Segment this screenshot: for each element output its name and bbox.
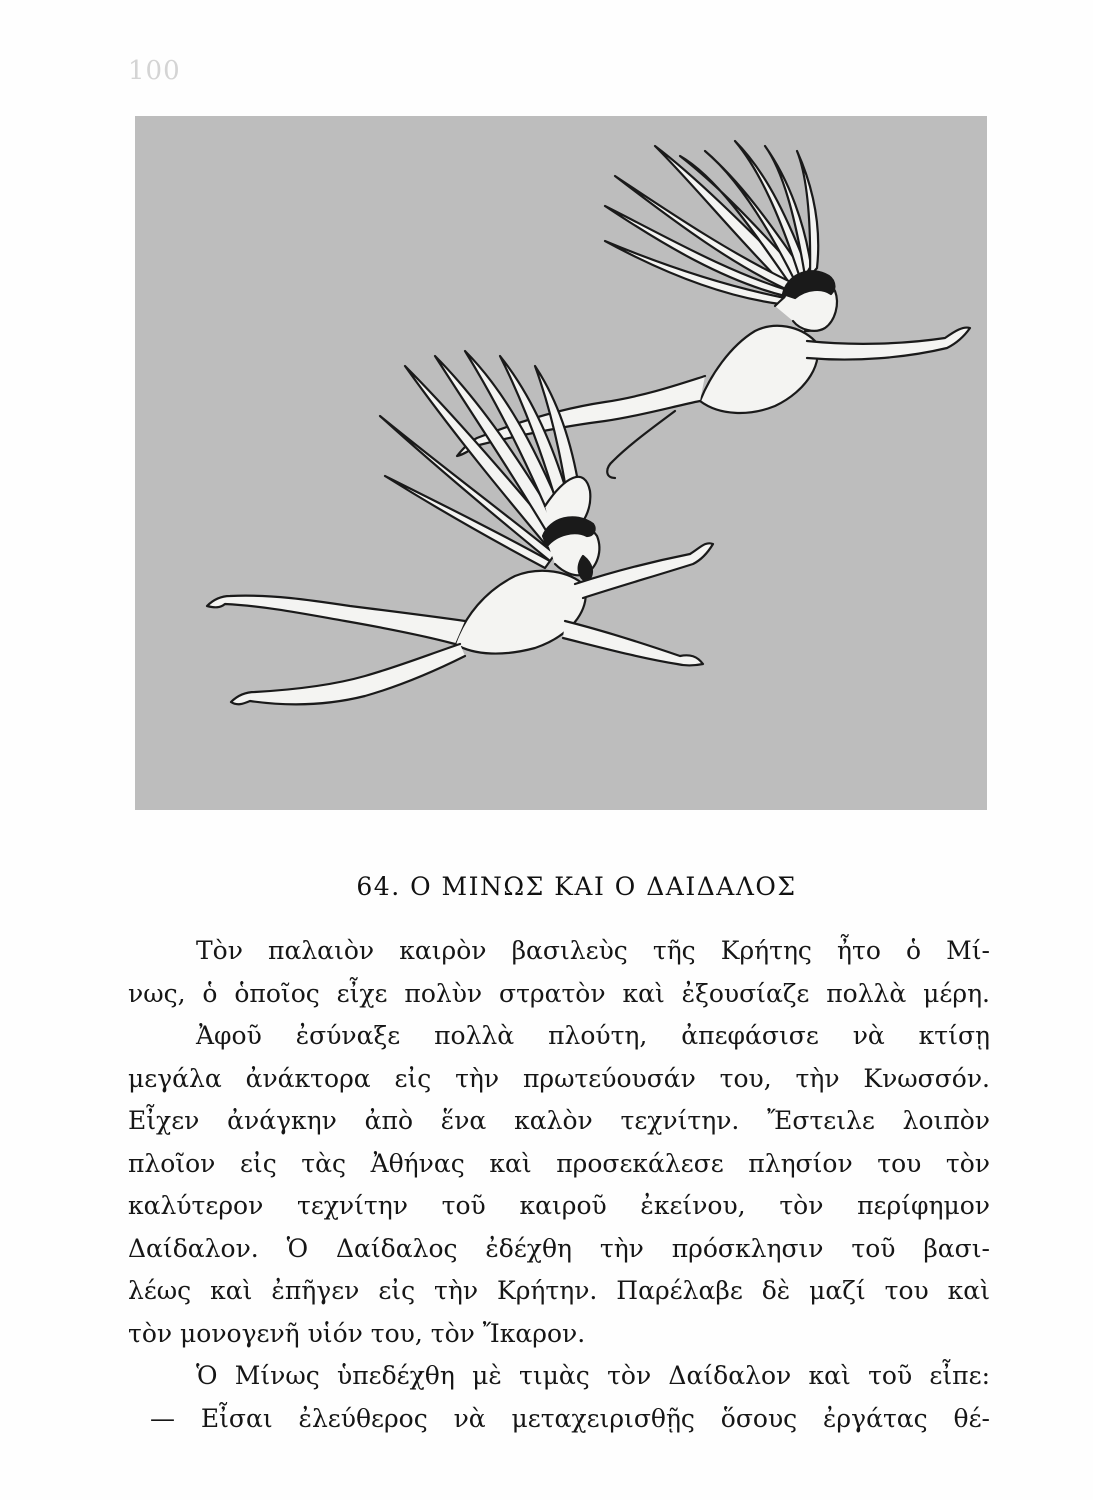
text-line: Ἀφοῦ ἐσύναξε πολλὰ πλούτη, ἀπεφάσισε νὰ κτίσῃ bbox=[196, 1021, 990, 1050]
chapter-heading: 64. Ο ΜΙΝΩΣ ΚΑΙ Ο ΔΑΙΔΑΛΟΣ bbox=[356, 872, 797, 901]
page-number: 100 bbox=[128, 56, 181, 86]
text-line: πλοῖον εἰς τὰς Ἀθήνας καὶ προσεκάλεσε πλησίον του τὸν bbox=[128, 1148, 990, 1178]
text-line: Τὸν παλαιὸν καιρὸν βασιλεὺς τῆς Κρήτης ἦτο ὁ Μί- bbox=[196, 936, 990, 965]
text-line: Ὁ Μίνως ὑπεδέχθη μὲ τιμὰς τὸν Δαίδαλον καὶ τοῦ εἶπε: bbox=[196, 1361, 990, 1390]
body-text bbox=[128, 930, 990, 1440]
text-line: μεγάλα ἀνάκτορα εἰς τὴν πρωτεύουσάν του, τὴν Κνωσσόν. bbox=[128, 1063, 990, 1093]
text-line: Εἶχεν ἀνάγκην ἀπὸ ἕνα καλὸν τεχνίτην. Ἔστειλε λοιπὸν bbox=[128, 1106, 990, 1135]
text-line: καλύτερον τεχνίτην τοῦ καιροῦ ἐκείνου, τὸν περίφημον bbox=[128, 1191, 990, 1220]
flying-figures-drawing bbox=[135, 116, 987, 810]
illustration-daedalus-icarus bbox=[135, 116, 987, 810]
text-line: τὸν μονογενῆ υἱόν του, τὸν Ἴκαρον. bbox=[128, 1318, 586, 1348]
text-line: νως, ὁ ὁποῖος εἶχε πολὺν στρατὸν καὶ ἐξουσίαζε πολλὰ μέρη. bbox=[128, 978, 990, 1008]
text-line: λέως καὶ ἐπῆγεν εἰς τὴν Κρήτην. Παρέλαβε δὲ μαζί του καὶ bbox=[128, 1276, 990, 1305]
text-line: Δαίδαλον. Ὁ Δαίδαλος ἐδέχθη τὴν πρόσκλησιν τοῦ βασι- bbox=[128, 1233, 990, 1263]
text-line: — Εἶσαι ἐλεύθερος νὰ μεταχειρισθῇς ὅσους ἐργάτας θέ- bbox=[150, 1403, 990, 1433]
